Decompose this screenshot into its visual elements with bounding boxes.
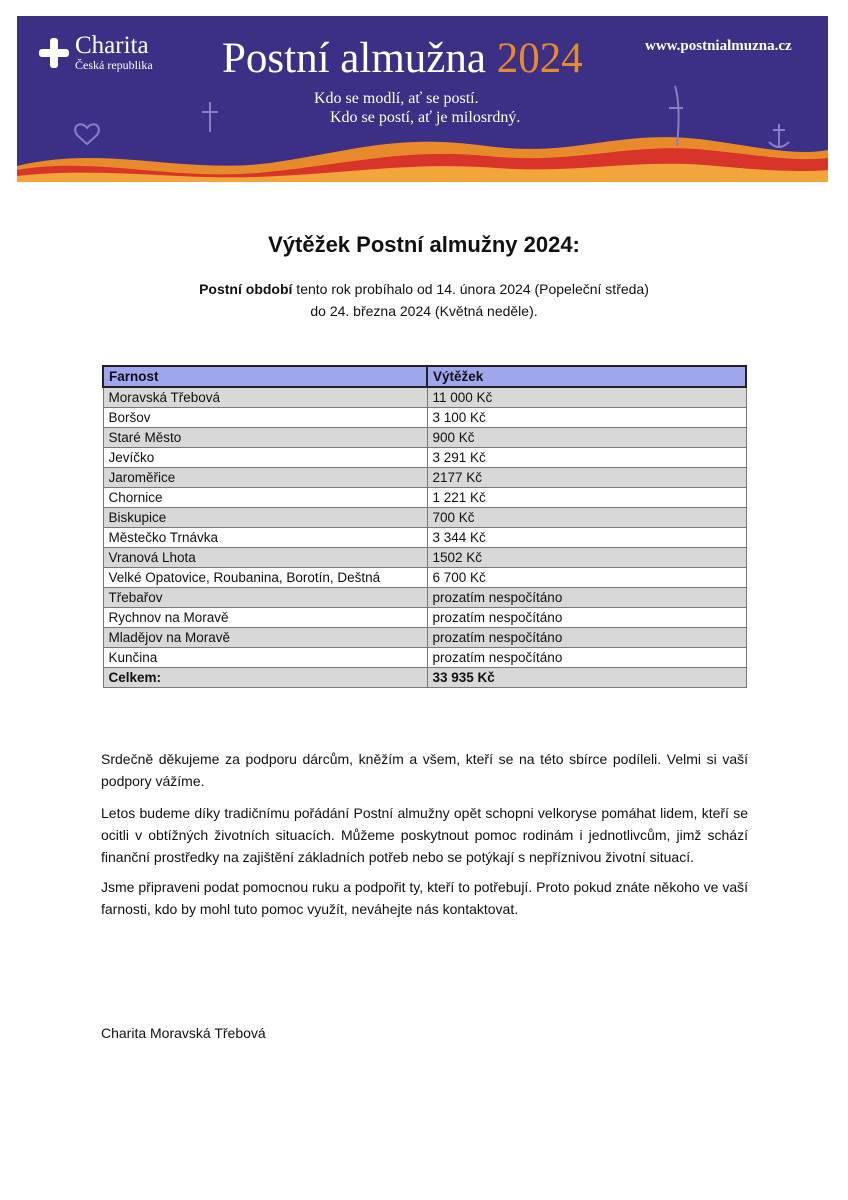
cell-parish: Velké Opatovice, Roubanina, Borotín, Deštná [103,568,427,588]
cell-parish: Mladějov na Moravě [103,628,427,648]
table-row [103,608,746,628]
table-row [103,508,746,528]
cell-parish: Třebařov [103,588,427,608]
cell-parish: Kunčina [103,648,427,668]
column-header-parish: Farnost [103,366,427,387]
table-row [103,428,746,448]
cell-amount: prozatím nespočítáno [427,608,746,628]
logo-subtitle: Česká republika [75,58,153,72]
banner-title-main: Postní almužna [222,35,486,82]
intro-text [0,278,848,322]
cell-amount: 3 344 Kč [427,528,746,548]
table-row [103,528,746,548]
charita-logo [39,34,153,72]
cell-amount: 3 291 Kč [427,448,746,468]
cell-amount: prozatím nespočítáno [427,648,746,668]
logo-brand: Charita [75,32,149,59]
table-row [103,588,746,608]
motto-line-2: Kdo se postí, ať je milosrdný. [330,109,521,126]
cell-parish: Jevíčko [103,448,427,468]
column-header-amount: Výtěžek [427,366,746,387]
header-banner [17,16,828,182]
cell-amount: 1502 Kč [427,548,746,568]
table-row [103,468,746,488]
cell-amount: prozatím nespočítáno [427,628,746,648]
cell-parish: Staré Město [103,428,427,448]
table-row [103,548,746,568]
paragraph-contact: Jsme připraveni podat pomocnou ruku a podpořit ty, kteří to potřebují. Proto pokud znáte někoho ve vaší farnosti, kdo by mohl tuto pomoc využít, neváhejte nás kontaktovat. [101,879,748,917]
cell-parish: Jaroměřice [103,468,427,488]
paragraph-help: Letos budeme díky tradičnímu pořádání Postní almužny opět schopni velkoryse pomáhat lidem, kteří se ocitli v obtížných životních situacích. Můžeme poskytnout pomoc rodinám i jednotlivcům, jimž schází finanční prostředky na zajištění základních potřeb nebo se potýkají s nepříznivou životní situací. [101,805,748,865]
table-row [103,448,746,468]
charita-cross-icon [39,38,69,68]
paragraph-thanks: Srdečně děkujeme za podporu dárcům, kněžím a všem, kteří se na této sbírce podíleli. Velmi si vaší podpory vážíme. [101,751,748,789]
cell-amount: 3 100 Kč [427,408,746,428]
cell-parish: Boršov [103,408,427,428]
table-row [103,568,746,588]
cell-amount: 1 221 Kč [427,488,746,508]
table-row [103,628,746,648]
donations-table [102,365,747,688]
cell-parish: Rychnov na Moravě [103,608,427,628]
page-title: Výtěžek Postní almužny 2024: [268,232,580,257]
cell-parish: Moravská Třebová [103,387,427,408]
signature: Charita Moravská Třebová [101,1025,266,1041]
table-body [103,387,746,688]
cell-amount: 11 000 Kč [427,387,746,408]
cell-parish: Vranová Lhota [103,548,427,568]
cell-amount: 700 Kč [427,508,746,528]
table-header-row [103,366,746,387]
cell-amount: 2177 Kč [427,468,746,488]
intro-line-1: tento rok probíhalo od 14. února 2024 (Popeleční středa) [292,281,649,297]
table-row [103,408,746,428]
cell-amount: 900 Kč [427,428,746,448]
total-label: Celkem: [103,668,427,688]
motto-line-1: Kdo se modlí, ať se postí. [314,90,479,107]
intro-bold: Postní období [199,281,293,297]
cell-parish: Městečko Trnávka [103,528,427,548]
cell-parish: Chornice [103,488,427,508]
table-row [103,648,746,668]
table-total-row [103,668,746,688]
banner-title [222,34,583,83]
table-row [103,488,746,508]
table-row [103,387,746,408]
total-value: 33 935 Kč [427,668,746,688]
cell-amount: prozatím nespočítáno [427,588,746,608]
cell-amount: 6 700 Kč [427,568,746,588]
website-url[interactable]: www.postnialmuzna.cz [645,38,792,54]
cell-parish: Biskupice [103,508,427,528]
intro-line-2: do 24. března 2024 (Květná neděle). [310,303,538,319]
banner-title-year: 2024 [496,35,583,82]
